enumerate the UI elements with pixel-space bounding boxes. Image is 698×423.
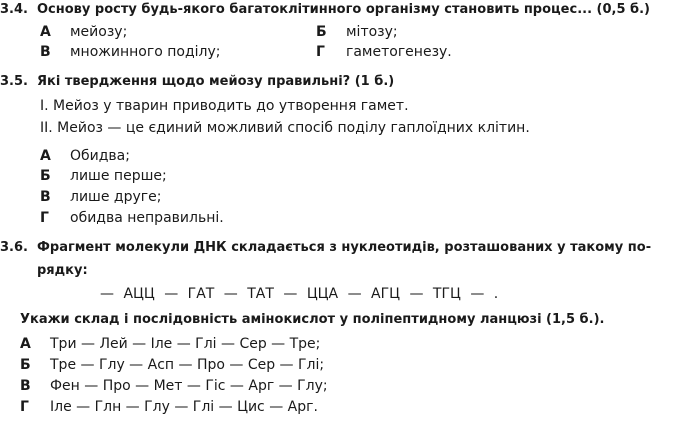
statement-1: І. Мейоз у тварин приводить до утворення гамет. — [40, 98, 409, 114]
option-text: лише друге; — [70, 189, 162, 205]
option-text: гаметогенезу. — [346, 44, 452, 60]
option-v — [40, 44, 220, 60]
dna-sequence: — АЦЦ — ГАТ — ТАТ — ЦЦА — АГЦ — ТГЦ — . — [100, 286, 499, 302]
option-v — [40, 189, 161, 205]
option-g — [20, 399, 318, 415]
option-text: мейозу; — [70, 24, 128, 40]
question-text-line1: Фрагмент молекули ДНК складається з нуклеотидів, розташованих у такому по- — [37, 240, 652, 255]
question-number: 3.6. — [0, 240, 28, 255]
option-letter: Б — [40, 168, 51, 184]
option-v — [20, 378, 328, 394]
option-text: мітозу; — [346, 24, 398, 40]
option-a — [20, 336, 320, 352]
option-letter: А — [40, 24, 51, 40]
option-letter: Б — [20, 357, 31, 373]
question-number: 3.5. — [0, 74, 28, 89]
question-text: Основу росту будь-якого багатоклітинного організму становить процес... (0,5 б.) — [37, 2, 650, 17]
option-text: Тре — Глу — Асп — Про — Сер — Глі; — [50, 357, 325, 373]
option-b — [316, 24, 398, 40]
option-a — [40, 148, 130, 164]
option-text: обидва неправильні. — [70, 210, 224, 226]
option-letter: В — [40, 44, 51, 60]
option-a — [40, 24, 127, 40]
option-g — [316, 44, 452, 60]
option-b — [20, 357, 324, 373]
option-letter: Б — [316, 24, 327, 40]
option-text: множинного поділу; — [70, 44, 221, 60]
option-text: Обидва; — [70, 148, 130, 164]
option-text: Іле — Глн — Глу — Глі — Цис — Арг. — [50, 399, 318, 415]
option-letter: Г — [316, 44, 325, 60]
question-prompt: Укажи склад і послідовність амінокислот у поліпептидному ланцюзі (1,5 б.). — [20, 312, 605, 327]
statement-2: ІІ. Мейоз — це єдиний можливий спосіб поділу гаплоїдних клітин. — [40, 120, 530, 136]
option-letter: А — [40, 148, 51, 164]
question-3-6-title — [0, 240, 651, 255]
option-text: лише перше; — [70, 168, 167, 184]
option-b — [40, 168, 167, 184]
question-3-4-title — [0, 2, 650, 17]
option-letter: В — [40, 189, 51, 205]
question-3-5-title — [0, 74, 394, 89]
question-text-line2: рядку: — [37, 263, 88, 278]
option-letter: Г — [40, 210, 49, 226]
question-number: 3.4. — [0, 2, 28, 17]
option-letter: В — [20, 378, 31, 394]
option-letter: А — [20, 336, 31, 352]
option-text: Фен — Про — Мет — Гіс — Арг — Глу; — [50, 378, 328, 394]
option-text: Три — Лей — Іле — Глі — Сер — Тре; — [50, 336, 321, 352]
option-letter: Г — [20, 399, 29, 415]
question-text: Які твердження щодо мейозу правильні? (1 б.) — [37, 74, 395, 89]
option-g — [40, 210, 224, 226]
